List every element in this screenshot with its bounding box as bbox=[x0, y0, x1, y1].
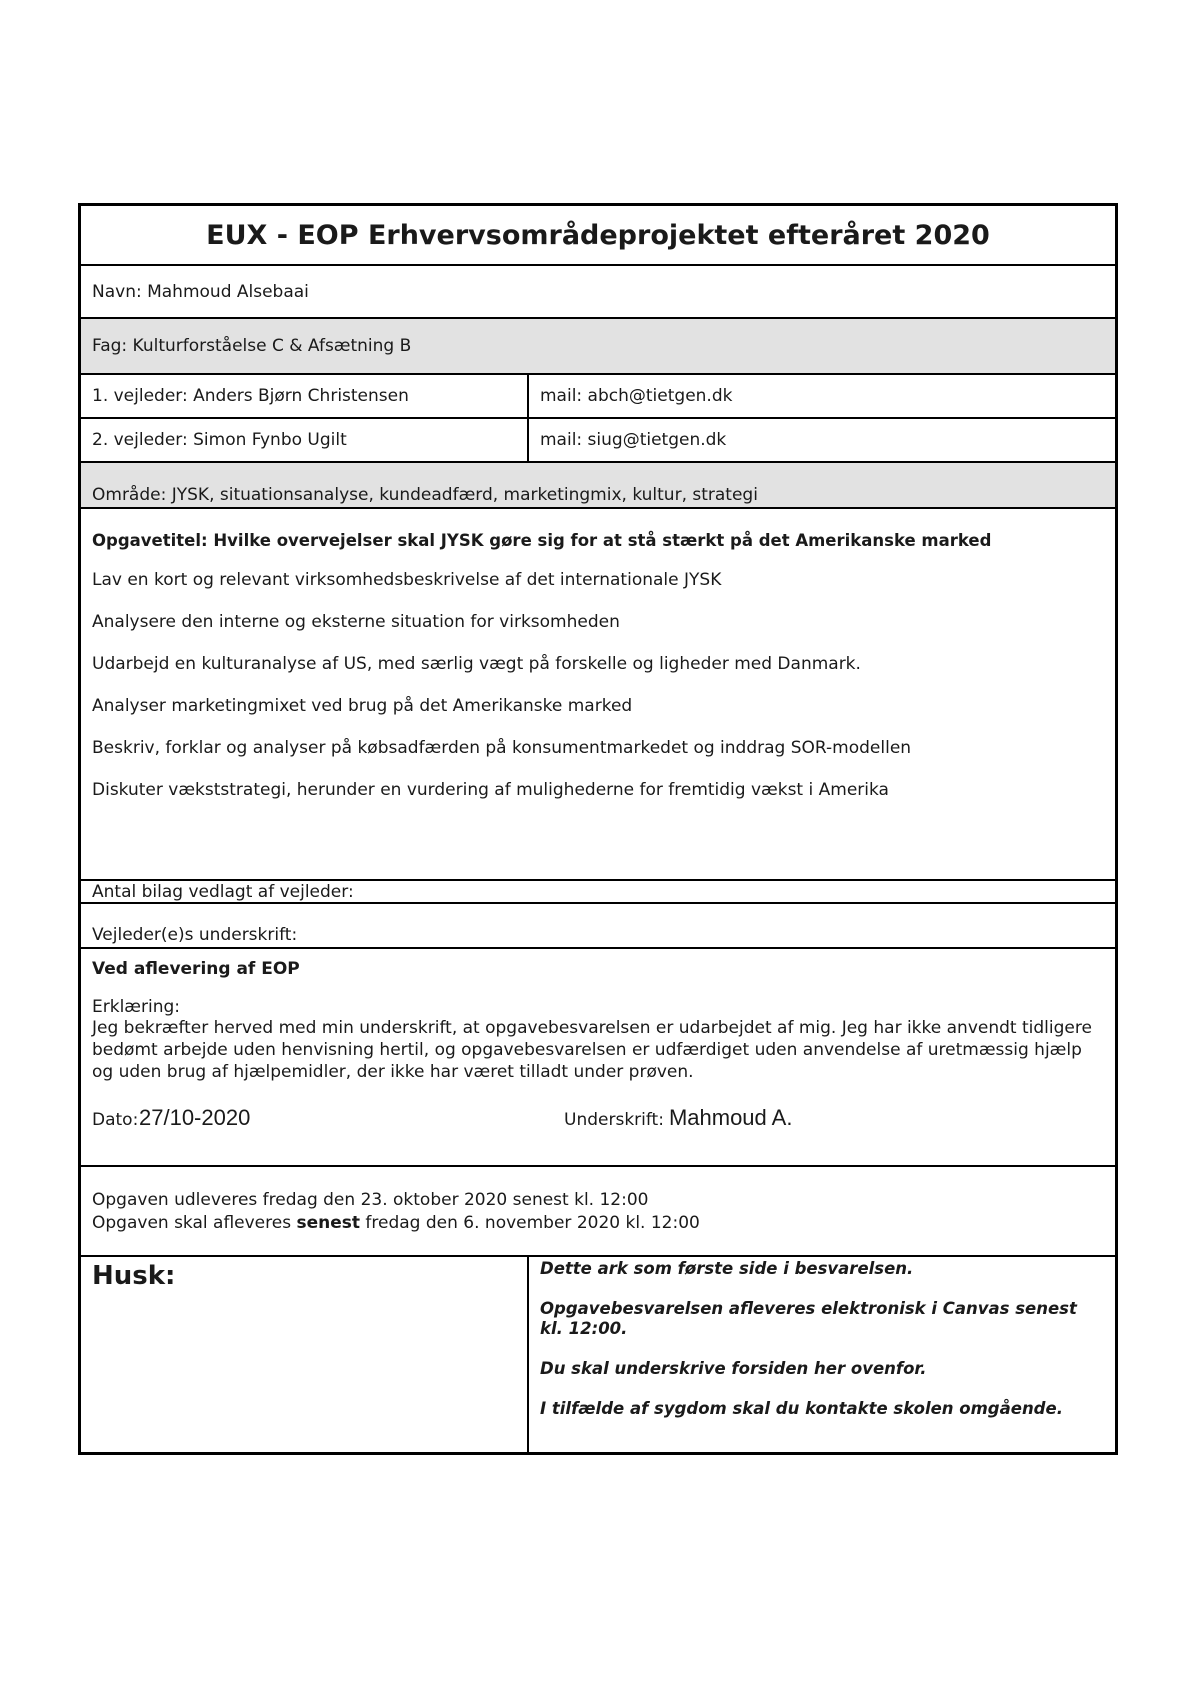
reminder-item: I tilfælde af sygdom skal du kontakte skolen omgående. bbox=[540, 1399, 1063, 1418]
declaration-label: Erklæring: bbox=[92, 997, 180, 1017]
date-value: 27/10-2020 bbox=[139, 1105, 251, 1130]
deadline-emphasis: senest bbox=[296, 1213, 360, 1233]
declaration-text: Jeg bekræfter herved med min underskrift, at opgavebesvarelsen er udarbejdet af mig. Jeg har ikke anvendt tidligere bedømt arbejde uden henvisning hertil, og opgavebesvarelsen er udfærdiget uden anvendelse af uretmæssig hjælp og uden brug af hjælpemidler, der ikke har været tilladt under prøven. bbox=[92, 1018, 1092, 1082]
signature-value: Mahmoud A. bbox=[668, 1105, 793, 1130]
eop-cover-form bbox=[78, 203, 1118, 1455]
reminder-item: Opgavebesvarelsen afleveres elektronisk i Canvas senest kl. 12:00. bbox=[540, 1299, 1077, 1338]
deadline-text-b: fredag den 6. november 2020 kl. 12:00 bbox=[360, 1213, 700, 1233]
submission-heading: Ved aflevering af EOP bbox=[92, 959, 300, 979]
task-title: Opgavetitel: Hvilke overvejelser skal JYSK gøre sig for at stå stærkt på det Amerikanske marked bbox=[92, 531, 992, 550]
deadline-text-a: Opgaven skal afleveres bbox=[92, 1213, 297, 1233]
signature-line bbox=[92, 1105, 1104, 1131]
reminder-label: Husk: bbox=[81, 1257, 529, 1452]
task-item: Analysere den interne og eksterne situation for virksomheden bbox=[92, 612, 620, 632]
reminder-item: Du skal underskrive forsiden her ovenfor. bbox=[540, 1359, 927, 1378]
task-item: Lav en kort og relevant virksomhedsbeskrivelse af det internationale JYSK bbox=[92, 570, 722, 590]
signature-label: Underskrift: bbox=[564, 1110, 664, 1130]
student-name: Navn: Mahmoud Alsebaai bbox=[81, 264, 1115, 317]
supervisor-signature: Vejleder(e)s underskrift: bbox=[81, 902, 1115, 947]
supervisor-1-row bbox=[81, 373, 1115, 417]
task-item: Udarbejd en kulturanalyse af US, med særlig vægt på forskelle og ligheder med Danmark. bbox=[92, 654, 861, 674]
supervisor-1-mail: mail: abch@tietgen.dk bbox=[540, 386, 733, 406]
handout-date: Opgaven udleveres fredag den 23. oktober 2020 senest kl. 12:00 bbox=[92, 1190, 649, 1210]
subject-field: Fag: Kulturforståelse C & Afsætning B bbox=[81, 317, 1115, 373]
form-title: EUX - EOP Erhvervsområdeprojektet efteråret 2020 bbox=[206, 219, 990, 251]
deadline-date bbox=[92, 1212, 1104, 1235]
deadline-section bbox=[81, 1165, 1115, 1255]
task-item: Beskriv, forklar og analyser på købsadfærden på konsumentmarkedet og inddrag SOR-modellen bbox=[92, 738, 912, 758]
date-label: Dato: bbox=[92, 1110, 139, 1130]
area-field: Område: JYSK, situationsanalyse, kundeadfærd, marketingmix, kultur, strategi bbox=[81, 461, 1115, 507]
reminder-list bbox=[529, 1257, 1115, 1452]
reminder-section bbox=[81, 1255, 1115, 1452]
task-section bbox=[81, 507, 1115, 879]
submission-section bbox=[81, 947, 1115, 1165]
supervisor-2-name: 2. vejleder: Simon Fynbo Ugilt bbox=[81, 419, 529, 461]
reminder-item: Dette ark som første side i besvarelsen. bbox=[540, 1259, 914, 1278]
attachments-count: Antal bilag vedlagt af vejleder: bbox=[81, 879, 1115, 902]
task-item: Diskuter vækststrategi, herunder en vurdering af mulighederne for fremtidig vækst i Amerika bbox=[92, 780, 889, 800]
supervisor-2-row bbox=[81, 417, 1115, 461]
task-item: Analyser marketingmixet ved brug på det Amerikanske marked bbox=[92, 696, 633, 716]
supervisor-2-mail: mail: siug@tietgen.dk bbox=[540, 430, 727, 450]
supervisor-1-name: 1. vejleder: Anders Bjørn Christensen bbox=[81, 375, 529, 417]
